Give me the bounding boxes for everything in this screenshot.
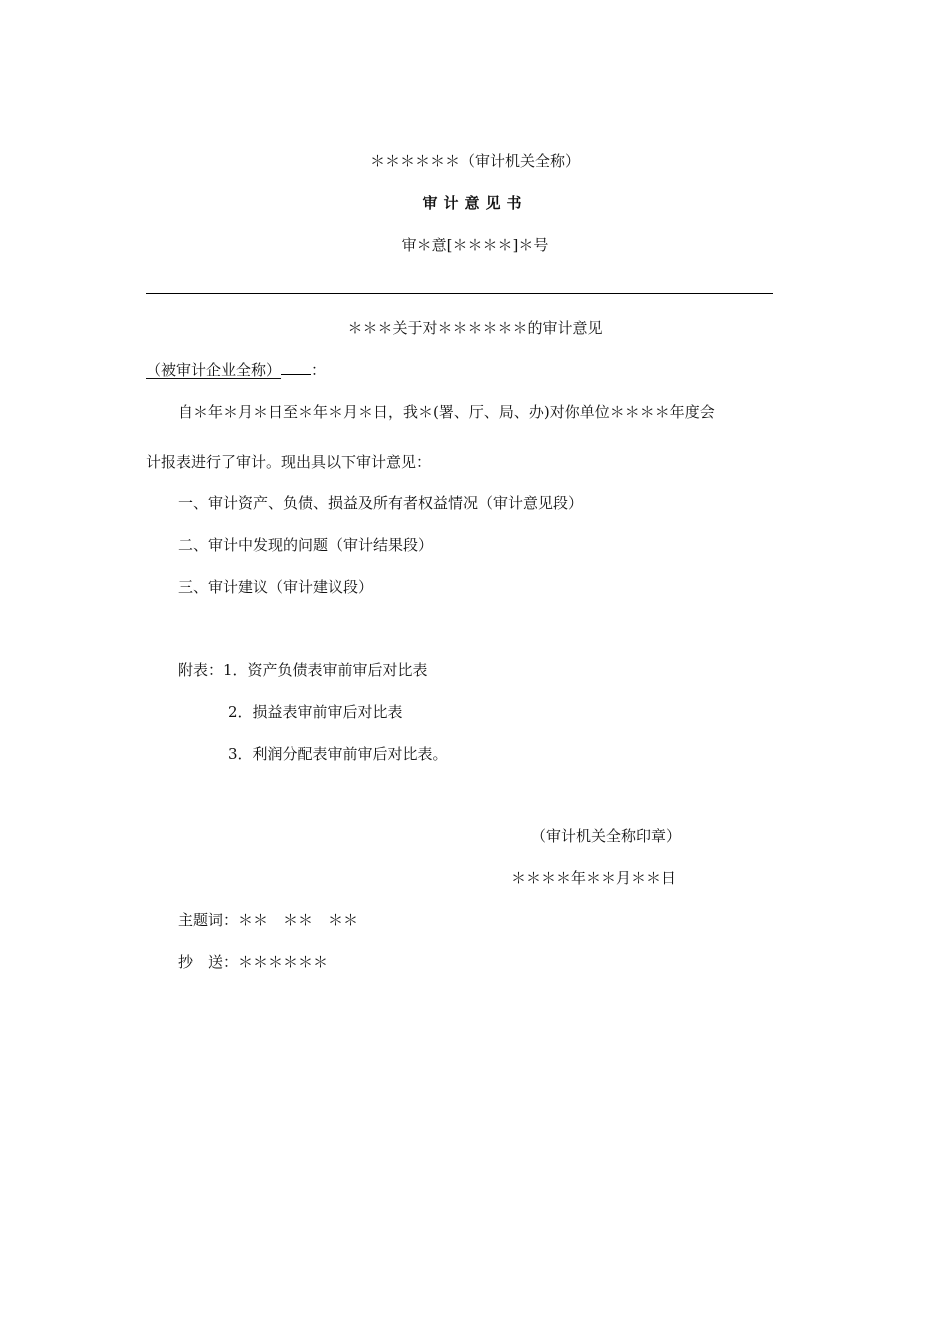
attachment-item: 2．损益表审前审后对比表: [228, 703, 403, 721]
opinion-item: 一、审计资产、负债、损益及所有者权益情况（审计意见段）: [178, 494, 584, 512]
attachments-label: 附表：: [178, 661, 224, 679]
org-name: ＊＊＊＊＊＊（审计机关全称）: [369, 152, 580, 170]
subject-line: ＊＊＊关于对＊＊＊＊＊＊的审计意见: [347, 319, 603, 337]
header-divider: [146, 293, 773, 294]
addressee: [146, 360, 326, 380]
keywords-line: 主题词：＊＊ ＊＊ ＊＊: [178, 911, 359, 929]
body-paragraph-line-1: 自＊年＊月＊日至＊年＊月＊日，我＊(署、厅、局、办)对你单位＊＊＊＊年度会: [178, 403, 715, 421]
addressee-underline: [281, 360, 311, 375]
seal-line: （审计机关全称印章）: [531, 827, 682, 845]
attachments-first-line: [178, 660, 428, 680]
date-line: ＊＊＊＊年＊＊月＊＊日: [511, 869, 677, 887]
document-number: 审＊意[＊＊＊＊]＊号: [401, 236, 549, 254]
cc-line: 抄 送：＊＊＊＊＊＊: [178, 953, 329, 971]
addressee-name: （被审计企业全称）: [146, 361, 282, 379]
opinion-item: 三、审计建议（审计建议段）: [178, 578, 374, 596]
body-paragraph-line-2: 计报表进行了审计。现出具以下审计意见：: [146, 453, 432, 471]
opinion-item: 二、审计中发现的问题（审计结果段）: [178, 536, 434, 554]
addressee-colon: ：: [311, 361, 327, 379]
attachment-item: 3．利润分配表审前审后对比表。: [228, 745, 448, 763]
attachment-item: 1．资产负债表审前审后对比表: [223, 661, 428, 679]
document-title: 审计意见书: [422, 194, 528, 212]
